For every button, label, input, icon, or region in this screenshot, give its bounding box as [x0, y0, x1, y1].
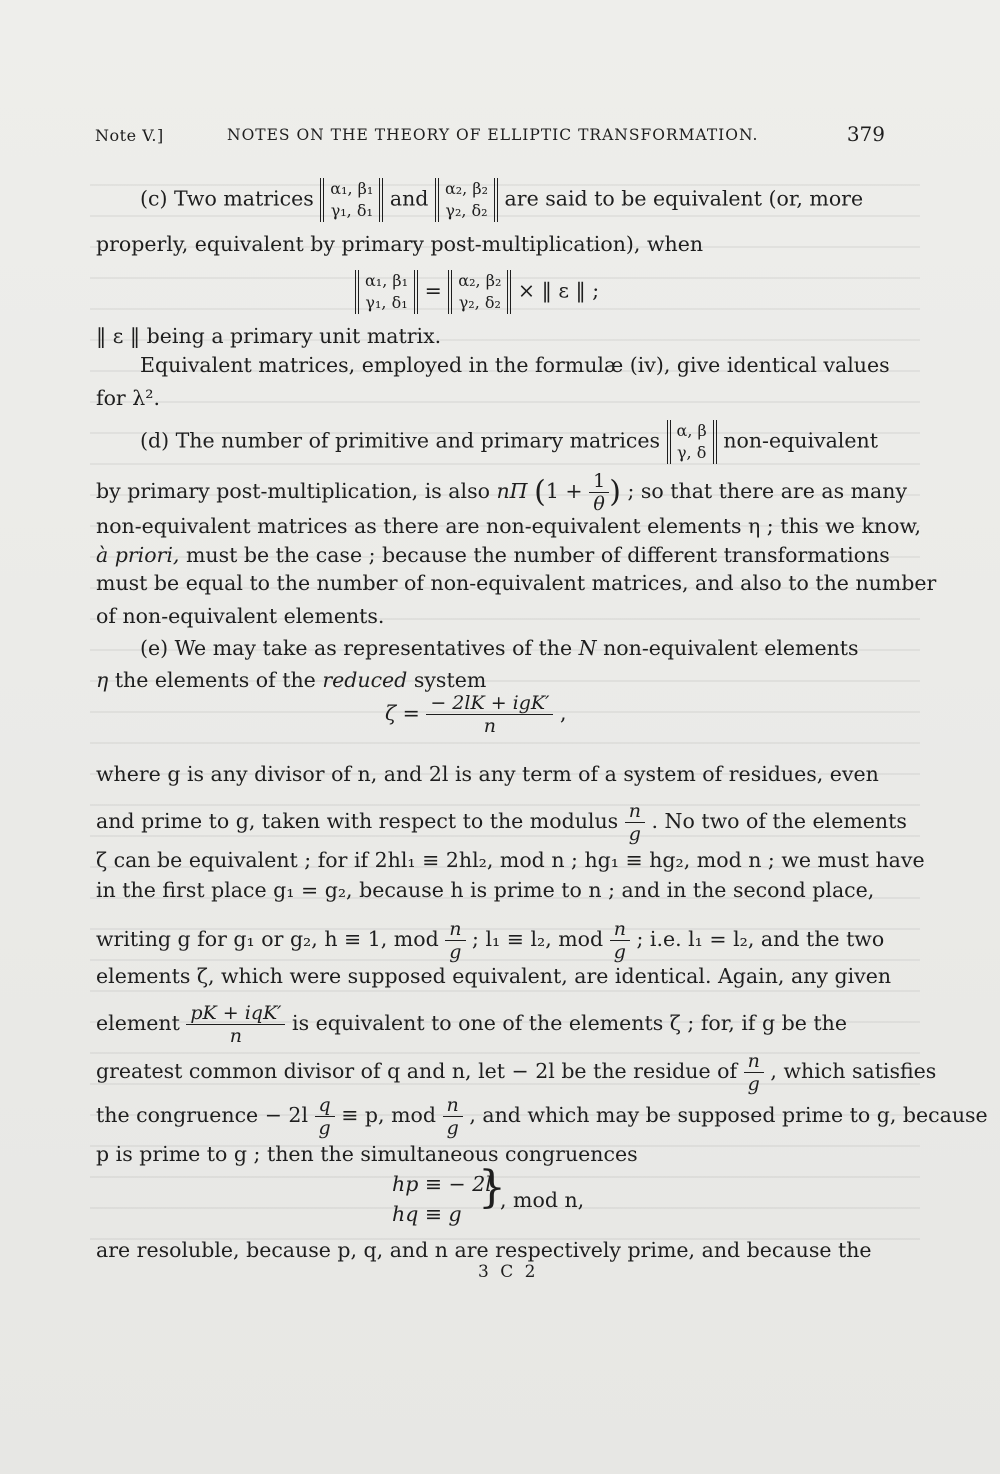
paragraph-e-line-13: are resoluble, because p, q, and n are respectively prime, and because the: [96, 1238, 872, 1262]
paragraph-e-line-8: elements ζ, which were supposed equivalent, are identical. Again, any given: [96, 964, 892, 988]
congruence-modulus: , mod n,: [500, 1188, 585, 1212]
paragraph-e-line-9: element $\frac{\text{pK + iqK′}}{n}$ is equivalent to one of the elements ζ ; for, if g be the: [96, 1002, 847, 1047]
paragraph-e-line-6: in the first place g₁ = g₂, because h is prime to n ; and in the second place,: [96, 878, 875, 902]
congruence-system-line-1: hp ≡ − 2l: [392, 1172, 492, 1196]
matrix-3: α, β γ, δ: [667, 420, 717, 464]
paragraph-e-line-5: ζ can be equivalent ; for if 2hl₁ ≡ 2hl₂, mod n ; hg₁ ≡ hg₂, mod n ; we must have: [96, 848, 925, 872]
page-number: 379: [846, 122, 885, 146]
paragraph-e-line-3: where g is any divisor of n, and 2l is any term of a system of residues, even: [96, 762, 879, 786]
paragraph-c-line-1: (c) Two matrices α₁, β₁ γ₁, δ₁ and α₂, β₂ γ₂, δ₂ are said to be equivalent (or, more: [140, 179, 864, 220]
paragraph-d-line-1: (d) The number of primitive and primary matrices α, β γ, δ non-equivalent: [140, 421, 878, 462]
paragraph-d-line-6: of non-equivalent elements.: [96, 604, 385, 628]
running-header: [95, 124, 885, 150]
paragraph-e-line-4: and prime to g, taken with respect to the modulus $\frac{n}{g}$ . No two of the elements: [96, 800, 907, 845]
paragraph-d-line-4: à priori, must be the case ; because the number of different transformations: [96, 543, 890, 567]
matrix-1: α₁, β₁ γ₁, δ₁: [320, 178, 383, 222]
paragraph-e-line-10: greatest common divisor of q and n, let − 2l be the residue of $\frac{n}{g}$ , which satisfies: [96, 1050, 937, 1095]
matrix-2: α₂, β₂ γ₂, δ₂: [435, 178, 498, 222]
paragraph-e-line-11: the congruence − 2l $\frac{q}{g}$ ≡ p, mod $\frac{n}{g}$ , and which may be supposed prime to g, because: [96, 1094, 988, 1139]
signature-mark: 3 C 2: [478, 1262, 539, 1282]
brace: }: [478, 1162, 506, 1213]
paragraph-e-line-1: (e) We may take as representatives of the N non-equivalent elements: [140, 636, 859, 660]
section-label: Note V.]: [95, 126, 164, 145]
paragraph-e-line-7: writing g for g₁ or g₂, h ≡ 1, mod $\frac{n}{g}$ ; l₁ ≡ l₂, mod $\frac{n}{g}$ ; i.e. l₁ = l₂, and the two: [96, 918, 885, 963]
paragraph-d-line-2: by primary post-multiplication, is also nΠ (1 + $\frac{1}{\theta}$ ) ; so that there are as many: [96, 470, 908, 515]
paragraph-e-line-12: p is prime to g ; then the simultaneous congruences: [96, 1142, 638, 1166]
paragraph-e-line-2: η the elements of the reduced system: [96, 668, 487, 692]
paragraph-equiv-line-1: Equivalent matrices, employed in the formulæ (iv), give identical values: [140, 353, 890, 377]
paragraph-d-line-5: must be equal to the number of non-equivalent matrices, and also to the number: [96, 571, 937, 595]
paragraph-c-line-2: properly, equivalent by primary post-multiplication), when: [96, 232, 704, 256]
congruence-system-line-2: hq ≡ g: [392, 1202, 462, 1226]
running-title: NOTES ON THE THEORY OF ELLIPTIC TRANSFORMATION.: [227, 126, 759, 144]
paragraph-c-line-3: ‖ ε ‖ being a primary unit matrix.: [96, 324, 442, 348]
paragraph-d-line-3: non-equivalent matrices as there are non-equivalent elements η ; this we know,: [96, 514, 922, 538]
display-equation-1: α₁, β₁ γ₁, δ₁ = α₂, β₂ γ₂, δ₂ × ‖ ε ‖ ;: [355, 270, 599, 314]
paragraph-equiv-line-2: for λ².: [96, 386, 160, 410]
display-equation-zeta: ζ = $\frac{\text{− 2lK + igK′}}{n}$ ,: [385, 692, 567, 737]
